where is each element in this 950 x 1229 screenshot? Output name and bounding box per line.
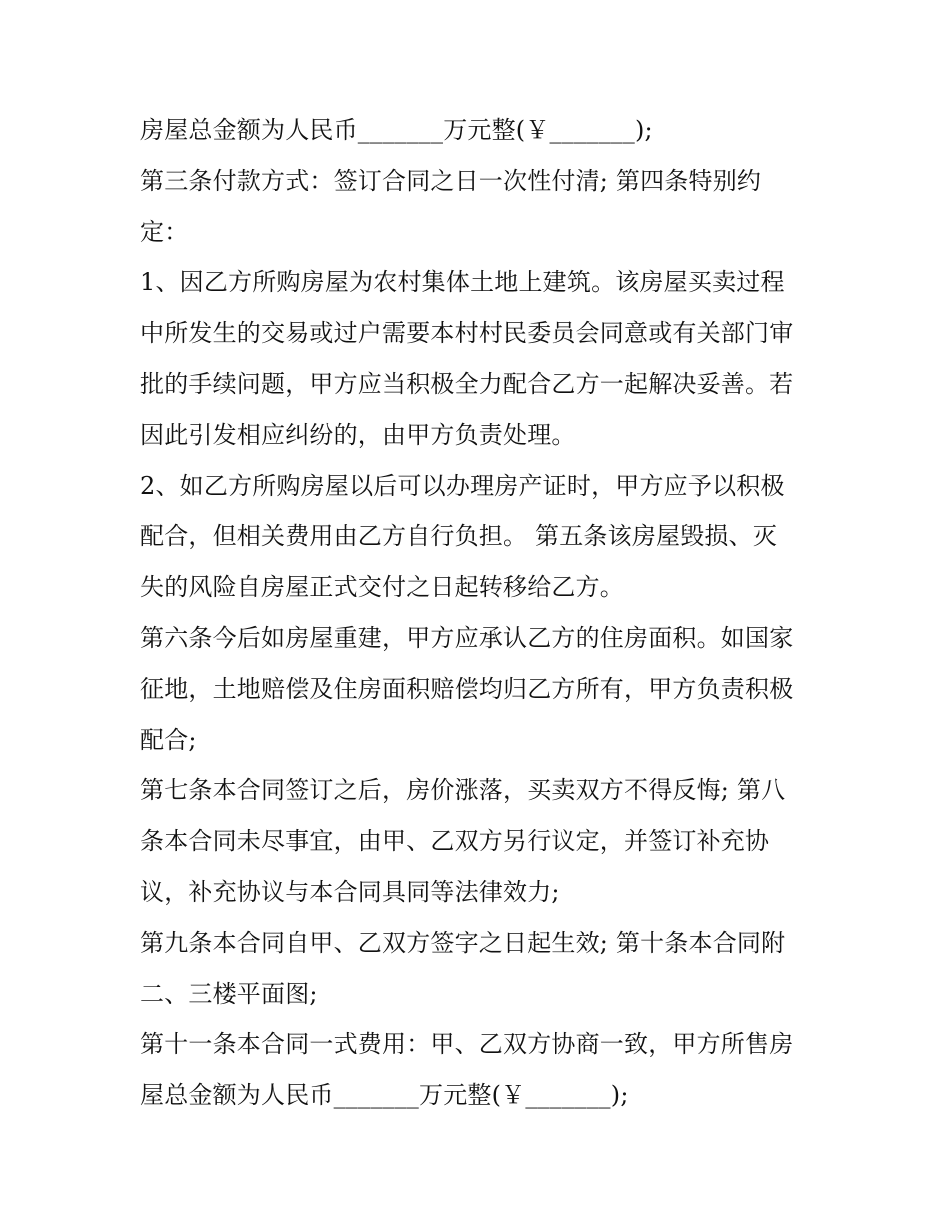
- text-line-2: 第三条付款方式：签订合同之日一次性付清; 第四条特别约: [140, 166, 762, 195]
- text-line-1: 房屋总金额为人民币_______万元整(￥_______);: [140, 116, 653, 144]
- text-line-8: 2、如乙方所购房屋以后可以办理房产证时，甲方应予以积极: [140, 471, 785, 500]
- text-line-3: 定：: [140, 217, 189, 246]
- text-line-11: 第六条今后如房屋重建，甲方应承认乙方的住房面积。如国家: [140, 623, 794, 652]
- text-line-10: 失的风险自房屋正式交付之日起转移给乙方。: [140, 573, 624, 602]
- text-line-7: 因此引发相应纠纷的，由甲方负责处理。: [140, 420, 576, 449]
- text-line-20: 屋总金额为人民币_______万元整(￥_______);: [140, 1081, 629, 1110]
- contract-text: [140, 105, 830, 1121]
- text-line-9: 配合，但相关费用由乙方自行负担。 第五条该房屋毁损、灭: [140, 522, 778, 551]
- text-line-12: 征地，土地赔偿及住房面积赔偿均归乙方所有，甲方负责积极: [140, 674, 794, 703]
- text-line-5: 中所发生的交易或过户需要本村村民委员会同意或有关部门审: [140, 319, 794, 348]
- text-line-15: 条本合同未尽事宜，由甲、乙双方另行议定，并签订补充协: [140, 827, 770, 856]
- text-line-16: 议，补充协议与本合同具同等法律效力;: [140, 877, 560, 906]
- text-line-18: 二、三楼平面图;: [140, 979, 318, 1008]
- text-line-19: 第十一条本合同一式费用：甲、乙双方协商一致，甲方所售房: [140, 1030, 794, 1059]
- text-line-13: 配合;: [140, 725, 197, 754]
- text-line-14: 第七条本合同签订之后，房价涨落，买卖双方不得反悔; 第八: [140, 776, 786, 805]
- text-line-17: 第九条本合同自甲、乙双方签字之日起生效; 第十条本合同附: [140, 928, 786, 957]
- text-line-4: 1、因乙方所购房屋为农村集体土地上建筑。该房屋买卖过程: [140, 268, 785, 297]
- text-line-6: 批的手续问题，甲方应当积极全力配合乙方一起解决妥善。若: [140, 369, 794, 398]
